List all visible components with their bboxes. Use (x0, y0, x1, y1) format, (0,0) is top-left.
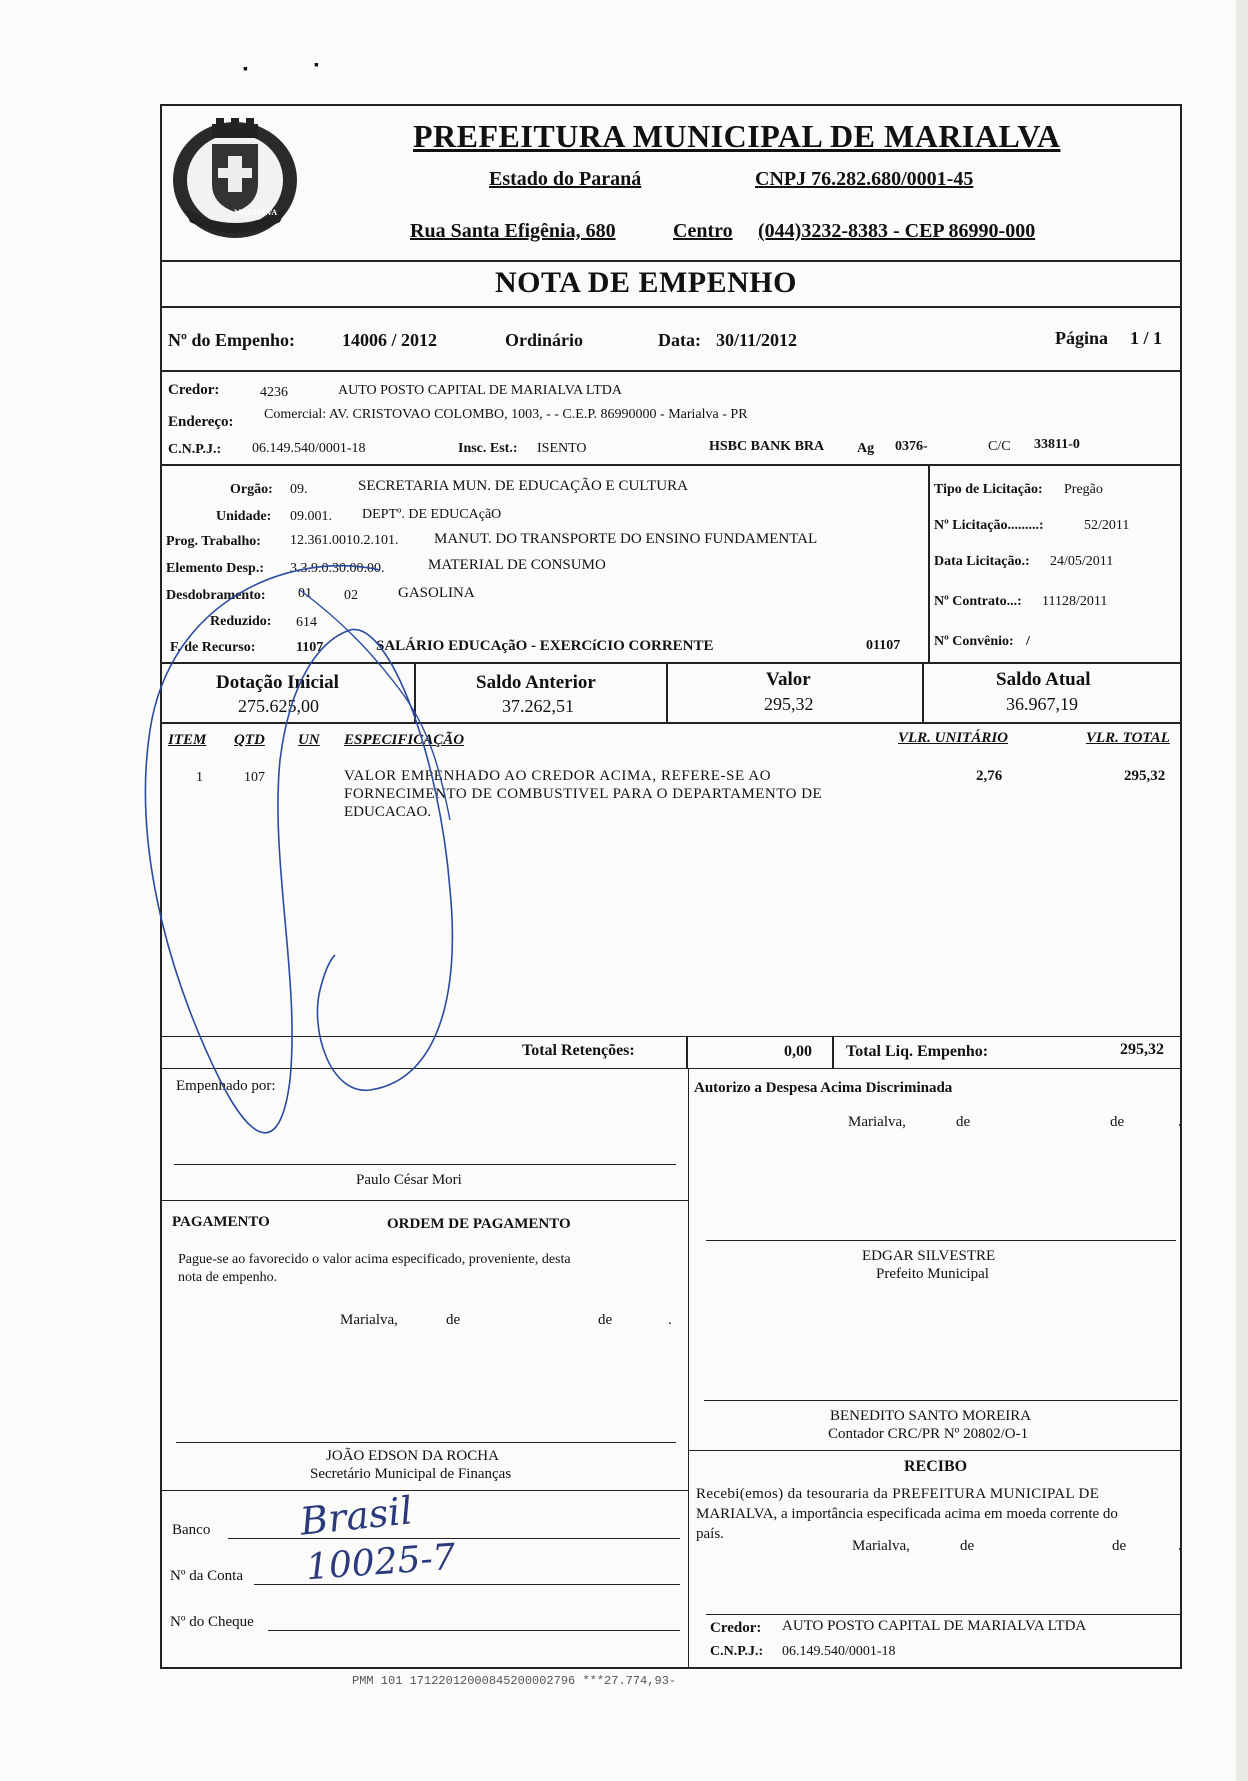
recibo-de: de (1112, 1538, 1127, 1554)
empenho-date-label: Data: (658, 330, 701, 350)
col-qtd: QTD (234, 732, 265, 748)
desdobramento-b: 02 (344, 588, 358, 603)
total-liq: 295,32 (1120, 1041, 1164, 1058)
credor-ag: 0376- (895, 439, 928, 454)
autorizo-city: Marialva, (848, 1114, 906, 1130)
row-spec-line: EDUCACAO. (344, 804, 432, 820)
divider (162, 464, 1180, 466)
divider (162, 1490, 689, 1491)
conta-label: Nº da Conta (170, 1568, 243, 1584)
tipo-licitacao-label: Tipo de Licitação: (934, 482, 1043, 497)
divider (922, 662, 924, 722)
credor-ie: ISENTO (537, 441, 587, 456)
header-state: Estado do Paraná (489, 168, 642, 190)
divider (686, 1036, 688, 1068)
header-title: PREFEITURA MUNICIPAL DE MARIALVA (413, 118, 1061, 154)
prog-name: MANUT. DO TRANSPORTE DO ENSINO FUNDAMENTAL (434, 531, 818, 547)
contrato-label: Nº Contrato...: (934, 594, 1022, 609)
conta-handwriting: 10025-7 (304, 1536, 457, 1589)
header-address: Rua Santa Efigênia, 680 (410, 220, 616, 242)
orgao-label: Orgão: (230, 482, 273, 497)
credor-code: 4236 (260, 385, 288, 400)
empenho-date: 30/11/2012 (716, 330, 798, 350)
desdobramento-a: 01 (298, 586, 312, 601)
credor-label: Credor: (168, 382, 220, 398)
header-phone-cep: (044)3232-8383 - CEP 86990-000 (758, 220, 1036, 242)
reduzido-value: 614 (296, 615, 317, 630)
divider (689, 1450, 1180, 1451)
reduzido-label: Reduzido: (210, 614, 272, 629)
banco-label: Banco (172, 1522, 211, 1538)
fonte-code: 1107 (296, 640, 324, 655)
empenhado-name: Paulo César Mori (356, 1172, 462, 1188)
elemento-label: Elemento Desp.: (166, 561, 264, 576)
page-number: 1 / 1 (1130, 328, 1163, 348)
secretario-role: Secretário Municipal de Finanças (310, 1466, 512, 1482)
divider (688, 1068, 689, 1669)
tipo-licitacao: Pregão (1064, 482, 1103, 497)
autorizo-dot: . (1178, 1114, 1182, 1130)
recibo-text: país. (696, 1526, 724, 1542)
prefeito-role: Prefeito Municipal (876, 1266, 989, 1282)
dotacao-value: 275.625,00 (238, 696, 319, 716)
divider (162, 370, 1180, 372)
recibo-de: de (960, 1538, 975, 1554)
row-spec-line: VALOR EMPENHADO AO CREDOR ACIMA, REFERE-SE AO (344, 768, 772, 784)
col-item: ITEM (168, 732, 207, 748)
recibo-title: RECIBO (904, 1458, 968, 1475)
num-licitacao: 52/2011 (1084, 518, 1130, 533)
prog-label: Prog. Trabalho: (166, 534, 261, 549)
credor-bank: HSBC BANK BRA (709, 439, 825, 454)
unidade-label: Unidade: (216, 509, 272, 524)
paper-edge (1236, 0, 1248, 1781)
cheque-label: Nº do Cheque (170, 1614, 254, 1630)
contador-role: Contador CRC/PR Nº 20802/O-1 (828, 1426, 1029, 1442)
divider (832, 1036, 834, 1068)
dotacao-label: Dotação Inicial (216, 672, 339, 693)
recibo-city: Marialva, (852, 1538, 910, 1554)
recibo-text: MARIALVA, a importância especificada acima em moeda corrente do (696, 1506, 1118, 1522)
divider (162, 306, 1180, 308)
empenho-num-label: Nº do Empenho: (168, 330, 295, 350)
signature-line (704, 1400, 1178, 1401)
pagamento-label: PAGAMENTO (172, 1214, 270, 1230)
crest-icon (166, 112, 304, 242)
pagamento-city: Marialva, (340, 1312, 398, 1328)
ordem-pagamento-title: ORDEM DE PAGAMENTO (387, 1216, 571, 1232)
total-liq-label: Total Liq. Empenho: (846, 1043, 989, 1060)
desdobramento-name: GASOLINA (398, 585, 475, 601)
orgao-name: SECRETARIA MUN. DE EDUCAÇÃO E CULTURA (358, 478, 688, 494)
orgao-code: 09. (290, 482, 308, 497)
fonte-num: 01107 (866, 638, 901, 653)
cheque-field-line (268, 1630, 680, 1631)
ie-label: Insc. Est.: (458, 441, 518, 456)
recibo-dot: . (1178, 1538, 1182, 1554)
header-cnpj: CNPJ 76.282.680/0001-45 (755, 168, 974, 190)
credor-cnpj: 06.149.540/0001-18 (252, 441, 366, 456)
contador-name: BENEDITO SANTO MOREIRA (830, 1408, 1032, 1424)
crest-text: MARIALVA (234, 208, 278, 217)
scan-mark: ▪ (243, 62, 248, 77)
pagamento-de: de (446, 1312, 461, 1328)
col-vlr-total: VLR. TOTAL (1086, 730, 1170, 746)
divider (162, 260, 1180, 262)
autorizo-de: de (956, 1114, 971, 1130)
credor-cc: 33811-0 (1034, 437, 1080, 452)
fonte-label: F. de Recurso: (170, 640, 256, 655)
signature-line (176, 1442, 676, 1443)
valor-label: Valor (766, 669, 811, 690)
row-item: 1 (196, 770, 203, 785)
total-retencoes-label: Total Retenções: (522, 1042, 635, 1059)
signature-line (706, 1240, 1176, 1241)
prefeito-name: EDGAR SILVESTRE (862, 1248, 996, 1264)
header-district: Centro (673, 220, 733, 242)
row-qtd: 107 (244, 770, 265, 785)
row-vlr-total: 295,32 (1124, 768, 1166, 784)
saldo-anterior-value: 37.262,51 (502, 696, 574, 716)
row-vlr-unitario: 2,76 (976, 768, 1003, 784)
cnpj-label: C.N.P.J.: (168, 442, 222, 457)
footer-code: PMM 101 17122012000845200002796 ***27.774,93- (352, 1674, 677, 1688)
secretario-name: JOÃO EDSON DA ROCHA (326, 1448, 499, 1464)
divider (666, 662, 668, 722)
convenio-label: Nº Convênio: (934, 634, 1014, 649)
divider (162, 1200, 689, 1201)
endereco-label: Endereço: (168, 414, 234, 430)
divider (928, 464, 930, 662)
scan-mark: ▪ (314, 58, 319, 73)
credor-name: AUTO POSTO CAPITAL DE MARIALVA LTDA (338, 383, 622, 398)
saldo-atual-value: 36.967,19 (1006, 694, 1078, 714)
total-retencoes: 0,00 (784, 1043, 812, 1060)
row-spec-line: FORNECIMENTO DE COMBUSTIVEL PARA O DEPARTAMENTO DE (344, 786, 823, 802)
col-especificacao: ESPECIFICAÇÃO (344, 732, 465, 748)
num-licitacao-label: Nº Licitação.........: (934, 518, 1044, 533)
empenho-num: 14006 / 2012 (342, 330, 438, 350)
empenhado-label: Empenhado por: (176, 1078, 276, 1094)
data-licitacao-label: Data Licitação.: (934, 554, 1030, 569)
recibo-credor: AUTO POSTO CAPITAL DE MARIALVA LTDA (782, 1618, 1087, 1634)
unidade-code: 09.001. (290, 509, 332, 524)
page-label: Página (1055, 328, 1109, 348)
pagamento-text: Pague-se ao favorecido o valor acima especificado, proveniente, desta (178, 1252, 571, 1267)
banco-handwriting: Brasil (298, 1488, 415, 1544)
autorizo-title: Autorizo a Despesa Acima Discriminada (694, 1080, 953, 1096)
signature-scribble (140, 560, 480, 1180)
col-un: UN (298, 732, 320, 748)
contrato: 11128/2011 (1042, 594, 1108, 609)
fonte-name: SALÁRIO EDUCAçãO - EXERCíCIO CORRENTE (376, 638, 714, 654)
cc-label: C/C (988, 439, 1011, 454)
convenio: / (1026, 634, 1030, 649)
unidade-name: DEPTº. DE EDUCAçãO (362, 507, 502, 522)
recibo-credor-label: Credor: (710, 1620, 762, 1636)
col-vlr-unitario: VLR. UNITÁRIO (898, 730, 1009, 746)
doc-title: NOTA DE EMPENHO (495, 266, 797, 299)
data-licitacao: 24/05/2011 (1050, 554, 1114, 569)
pagamento-text: nota de empenho. (178, 1270, 278, 1285)
saldo-anterior-label: Saldo Anterior (476, 672, 596, 693)
desdobramento-label: Desdobramento: (166, 588, 266, 603)
ag-label: Ag (857, 441, 875, 456)
pagamento-de: de (598, 1312, 613, 1328)
empenho-type: Ordinário (505, 330, 584, 350)
recibo-cnpj: 06.149.540/0001-18 (782, 1644, 896, 1659)
recibo-text: Recebi(emos) da tesouraria da PREFEITURA MUNICIPAL DE (696, 1486, 1100, 1502)
elemento-code: 3.3.9.0.30.00.00. (290, 561, 385, 576)
recibo-cnpj-label: C.N.P.J.: (710, 1644, 764, 1659)
valor-value: 295,32 (764, 694, 814, 714)
prog-code: 12.361.0010.2.101. (290, 533, 399, 548)
signature-line (706, 1614, 1180, 1615)
credor-address: Comercial: AV. CRISTOVAO COLOMBO, 1003, - - C.E.P. 86990000 - Marialva - PR (264, 407, 748, 422)
elemento-name: MATERIAL DE CONSUMO (428, 557, 606, 573)
saldo-atual-label: Saldo Atual (996, 669, 1091, 690)
pagamento-dot: . (668, 1312, 672, 1328)
autorizo-de: de (1110, 1114, 1125, 1130)
